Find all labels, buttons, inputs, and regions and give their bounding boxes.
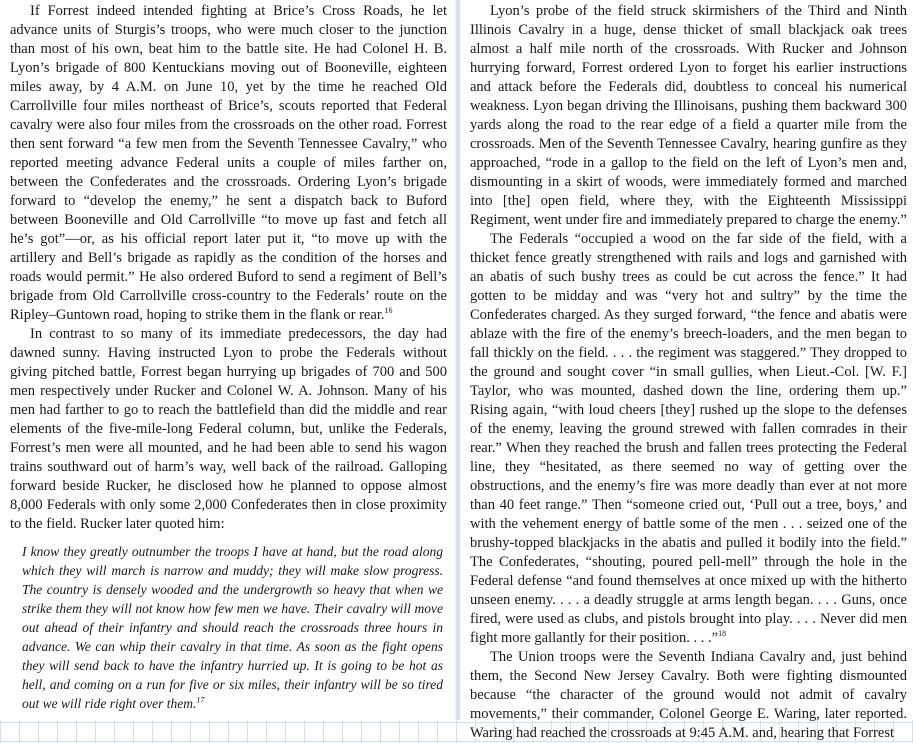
paragraph (470, 648, 907, 743)
paragraph-text: Lyon’s probe of the field struck skirmishers of the Third and Ninth Illinois Cavalry in a huge, dense thicket of small blackjack oak trees almost a half mile north of the crossroads. With Rucker and Johnson hurrying forward, Forrest ordered Lyon to forget his earlier instructions and attack before the Federals did, doubtless to conceal his numerical weakness. Lyon began driving the Illinoisans, pushing them backward 300 yards along the road to the rear edge of a field a quarter mile from the crossroads. Men of the Seventh Tennessee Cavalry, hearing gunfire as they approached, “rode in a gallop to the field on the left of Lyon’s men and, dismounting in a skirt of woods, were immediately formed and marched into [the] open field, where they, with the Eighteenth Mississippi Regiment, went under fire and immediately prepared to charge the enemy.” (470, 3, 907, 228)
paragraph (10, 2, 447, 325)
paragraph-text: If Forrest indeed intended fighting at Brice’s Cross Roads, he let advance units of Sturgis’s troops, who were much closer to the junction than most of his own, beat him to the battle site. He had Colonel H. B. Lyon’s brigade of 800 Kentuckians moving out of Booneville, eighteen miles away, by 4 A.M. on June 10, yet by the time he reached Old Carrollville four miles northeast of Brice’s, scouts reported that Federal cavalry were also four miles from the crossroads on the other road. Forrest then sent forward “a few men from the Seventh Tennessee Cavalry,” who reported meeting advance Federal units a couple of miles farther on, between the Confederates and the crossroads. Ordering Lyon’s brigade forward to “develop the enemy,” he sent a dispatch back to Buford between Booneville and Old Carrollville “to move up fast and fetch all he’s got”—or, as his official report later put it, “to move up with the artillery and Bell’s brigade as rapidly as the condition of the horses and roads would permit.” He also ordered Buford to send a regiment of Bell’s brigade from Old Carrollville cross-country to the Federals’ route on the Ripley–Guntown road, hoping to strike them in the flank or rear. (10, 3, 447, 323)
paragraph (10, 325, 447, 534)
left-text-column (10, 2, 447, 713)
block-quote (22, 542, 443, 713)
paragraph-text: In contrast to so many of its immediate predecessors, the day had dawned sunny. Having instructed Lyon to probe the Federals without giving pitched battle, Forrest began hurrying up brigades of 700 and 500 men respectively under Rucker and Colonel W. A. Johnson. Many of his men had farther to go to reach the battlefield than did the middle and rear elements of the five-mile-long Federal column, but, unlike the Federals, Forrest’s men were all mounted, and he had been able to send his wagon trains southward out of harm’s way, well back of the railroad. Galloping forward beside Rucker, he disclosed how he planned to oppose almost 8,000 Federals with only some 2,000 Confederates then in close proximity to the field. Rucker later quoted him: (10, 326, 447, 532)
right-page (461, 0, 913, 741)
right-text-column (470, 2, 907, 743)
paragraph (470, 2, 907, 230)
left-page (0, 0, 455, 720)
footnote-marker: 16 (384, 306, 393, 316)
paragraph-text: The Federals “occupied a wood on the far side of the field, with a thicket fence greatly strengthened with rails and logs and garnished with an abatis of such bushy trees as could be cut across the fence.” It had gotten to be midday and was “very hot and sultry” by the time the Confederates charged. As they surged forward, “the fence and abatis were ablaze with the fire of the enemy’s breech-loaders, and the men began to fall thickly on the field. . . . the regiment was staggered.” They dropped to the ground and sought cover “in small gullies, when Lieut.-Col. [W. F.] Taylor, who was mounted, dashed down the line, ordering them up.” Rising again, “with loud cheers [they] rushed up the slope to the defenses of the enemy, leaving the ground strewed with fallen comrades in their rear.” When they reached the brush and fallen trees protecting the Federal line, they “hesitated, as there seemed no way of getting over the obstructions, and the enemy’s fire was more deadly than ever at not more than 40 feet range.” Then “someone cried out, ‘Pull out a tree, boys,’ and with the vehement energy of battle some of the men . . . seized one of the brushy-topped blackjacks in the abatis and pulled it bodily into the field.” The Confederates, “shouting, poured pell-mell” through the hole in the Federal defense “and found themselves at once mixed up with the hitherto unseen enemy. . . . a deadly struggle at arms length began. . . . Guns, once fired, were used as clubs, and pistols brought into play. . . . Never did men fight more gallantly for their position. . . .” (470, 231, 907, 646)
quote-text: I know they greatly outnumber the troops I have at hand, but the road along which they will march is narrow and muddy; they will make slow progress. The country is densely wooded and the undergrowth so heavy that when we strike them they will not know how few men we have. Their cavalry will move out ahead of their infantry and should reach the crossroads three hours in advance. We can whip their cavalry in that time. As soon as the fight opens they will send back to have the infantry hurried up. It is going to be hot as hell, and coming on a run for five or six miles, their infantry will be so tired out we will ride right over them. (22, 544, 443, 711)
paragraph-text: The Union troops were the Seventh Indiana Cavalry and, just behind them, the Second New Jersey Cavalry. Both were fighting dismounted because “the character of the ground would not admit of cavalry movements,” their commander, Colonel George E. Waring, later reported. Waring had reached the crossroads at 9:45 A.M. and, hearing that Forrest (470, 649, 907, 741)
paragraph (470, 230, 907, 648)
footnote-marker: 17 (196, 695, 205, 705)
footnote-marker: 18 (718, 629, 727, 639)
